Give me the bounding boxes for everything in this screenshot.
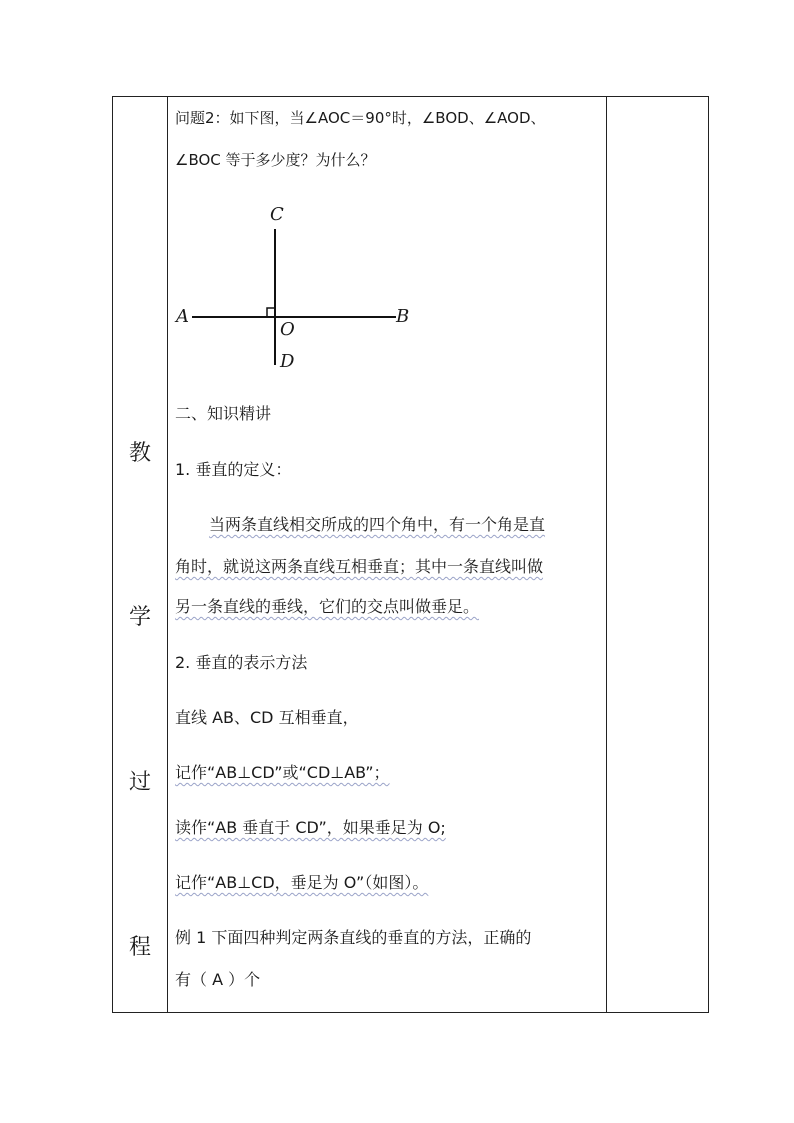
definition-line3: 另一条直线的垂线，它们的交点叫做垂足。 [175,597,480,616]
label-b: B [396,306,410,327]
notation-heading: 2. 垂直的表示方法 [175,653,308,672]
right-angle-mark [267,308,275,317]
example1-line2: 有（ A ）个 [175,970,261,989]
side-label-char-2: 学 [128,605,151,630]
label-c: C [270,204,284,225]
side-label-char-4: 程 [128,935,151,960]
question2-line1: 问题2：如下图，当∠AOC＝90°时，∠BOD、∠AOD、 [175,109,546,127]
definition-heading: 1. 垂直的定义： [175,460,292,479]
perpendicular-lines-figure [175,200,415,380]
notation-line3: 读作“AB 垂直于 CD”，如果垂足为 O; [175,818,446,837]
definition-line2: 角时，就说这两条直线互相垂直；其中一条直线叫做 [175,557,544,576]
notation-line4: 记作“AB⊥CD，垂足为 O”（如图）。 [175,873,429,892]
side-label-char-3: 过 [128,770,151,795]
label-d: D [280,351,295,372]
section2-title: 二、知识精讲 [175,404,272,423]
definition-line1: 当两条直线相交所成的四个角中，有一个角是直 [209,515,546,534]
example1-line1: 例 1 下面四种判定两条直线的垂直的方法，正确的 [175,928,532,947]
side-label-char-1: 教 [128,441,151,466]
notation-line1: 直线 AB、CD 互相垂直， [175,708,359,727]
label-a: A [176,306,189,327]
notation-line2: 记作“AB⊥CD”或“CD⊥AB”； [175,763,390,782]
column-divider-right [606,96,607,1013]
question2-line2: ∠BOC 等于多少度？为什么？ [175,151,376,169]
label-o: O [280,319,295,340]
column-divider-left [167,96,168,1013]
